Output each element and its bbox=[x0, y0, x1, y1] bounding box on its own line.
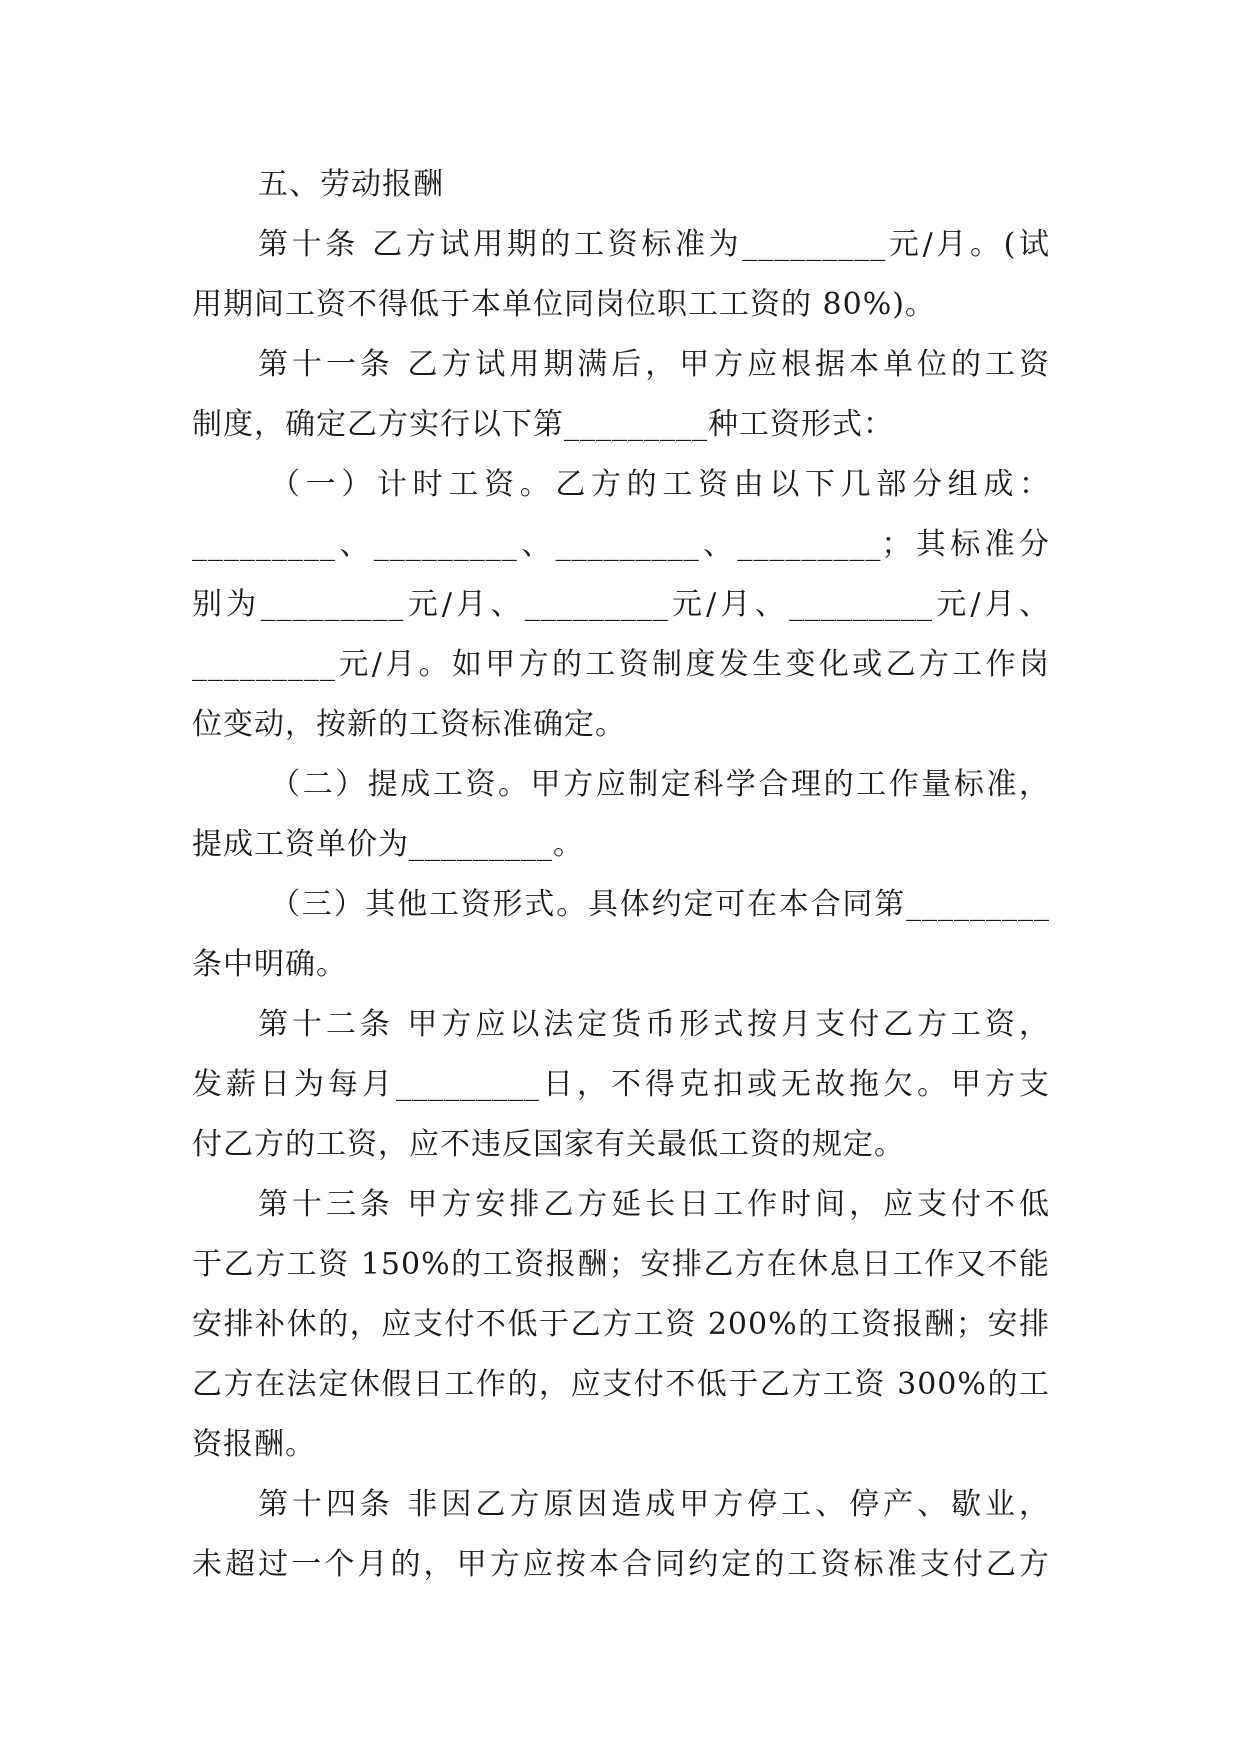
article-14-line-2: 未超过一个月的，甲方应按本合同约定的工资标准支付乙方 bbox=[192, 1547, 1050, 1582]
item-1-line-3: 别为_________元/月、_________元/月、_________元/月、 bbox=[192, 587, 1050, 622]
item-1-line-2: _________、_________、_________、_________；其标准分 bbox=[192, 527, 1050, 562]
article-10-line-2: 用期间工资不得低于本单位同岗位职工工资的 80%)。 bbox=[192, 287, 936, 322]
item-1-line-4: _________元/月。如甲方的工资制度发生变化或乙方工作岗 bbox=[192, 647, 1050, 682]
item-3-line-2: 条中明确。 bbox=[192, 947, 347, 982]
section-heading: 五、劳动报酬 bbox=[258, 167, 444, 202]
article-12-line-3: 付乙方的工资，应不违反国家有关最低工资的规定。 bbox=[192, 1127, 905, 1162]
item-2-line-1: （二）提成工资。甲方应制定科学合理的工作量标准， bbox=[270, 767, 1050, 802]
article-12-line-1: 第十二条 甲方应以法定货币形式按月支付乙方工资， bbox=[258, 1007, 1050, 1042]
article-13-line-4: 乙方在法定休假日工作的，应支付不低于乙方工资 300%的工 bbox=[192, 1367, 1050, 1402]
article-13-line-3: 安排补休的，应支付不低于乙方工资 200%的工资报酬；安排 bbox=[192, 1307, 1050, 1342]
item-2-line-2: 提成工资单价为_________。 bbox=[192, 827, 584, 862]
item-1-line-1: （一）计时工资。乙方的工资由以下几部分组成： bbox=[270, 467, 1050, 502]
item-1-line-5: 位变动，按新的工资标准确定。 bbox=[192, 707, 626, 742]
article-11-line-2: 制度，确定乙方实行以下第_________种工资形式： bbox=[192, 407, 894, 442]
article-13-line-1: 第十三条 甲方安排乙方延长日工作时间，应支付不低 bbox=[258, 1187, 1050, 1222]
article-10-line-1: 第十条 乙方试用期的工资标准为_________元/月。(试 bbox=[258, 227, 1050, 262]
article-13-line-5: 资报酬。 bbox=[192, 1427, 316, 1462]
article-14-line-1: 第十四条 非因乙方原因造成甲方停工、停产、歇业， bbox=[258, 1487, 1050, 1522]
article-13-line-2: 于乙方工资 150%的工资报酬；安排乙方在休息日工作又不能 bbox=[192, 1247, 1050, 1282]
item-3-line-1: （三）其他工资形式。具体约定可在本合同第_________ bbox=[270, 887, 1050, 922]
article-12-line-2: 发薪日为每月_________日，不得克扣或无故拖欠。甲方支 bbox=[192, 1067, 1050, 1102]
article-11-line-1: 第十一条 乙方试用期满后，甲方应根据本单位的工资 bbox=[258, 347, 1050, 382]
